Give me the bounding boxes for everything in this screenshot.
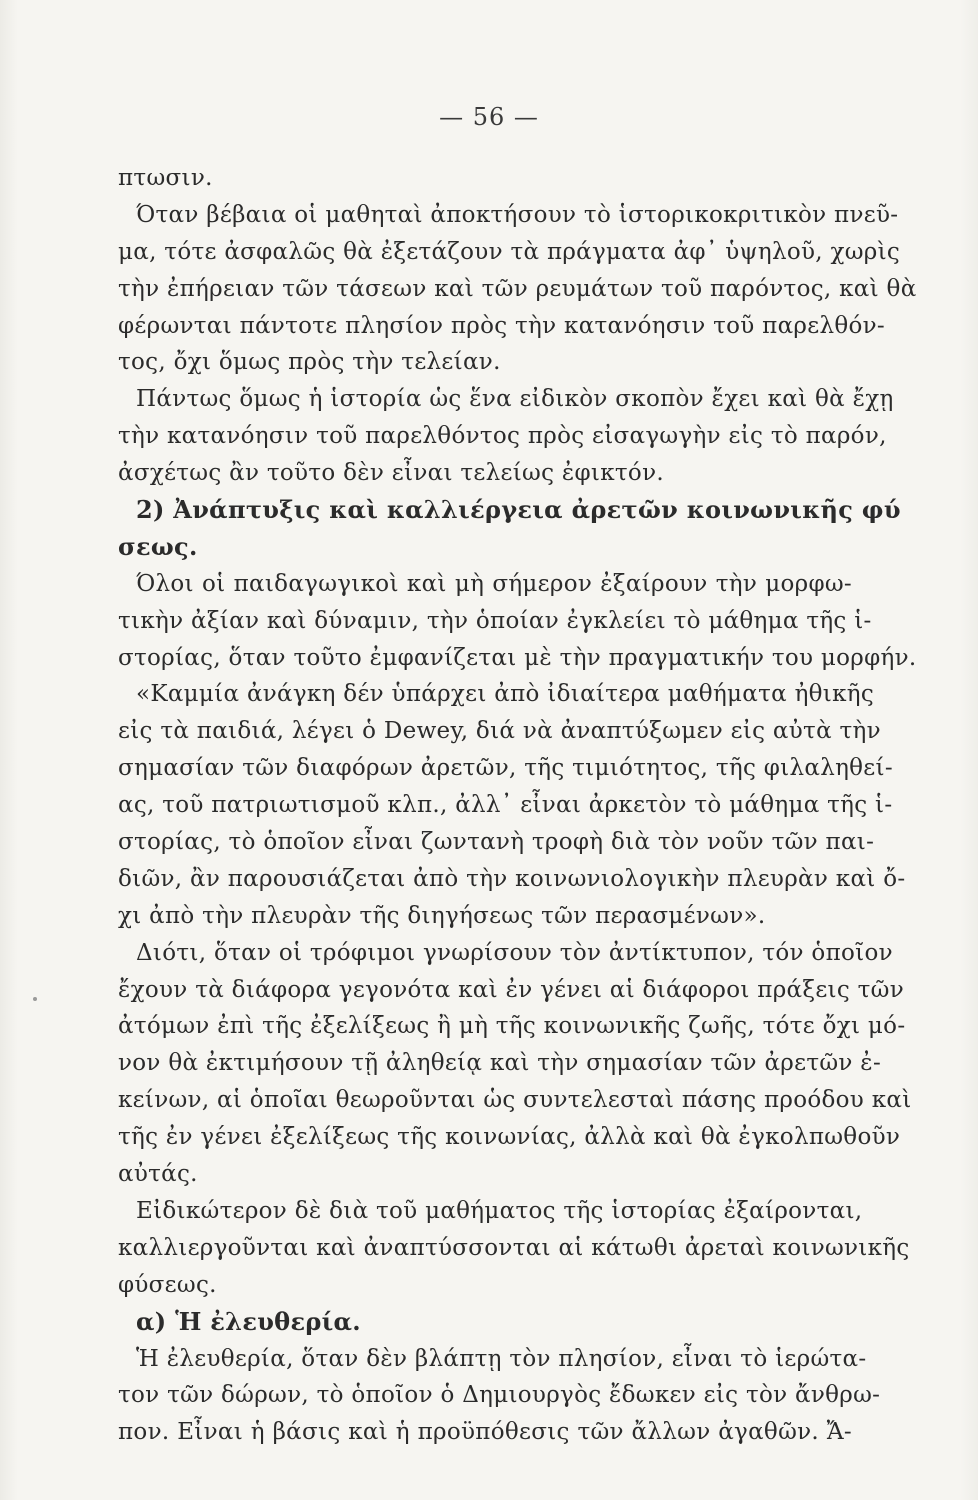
text-line: τικὴν ἀξίαν καὶ δύναμιν, τὴν ὁποίαν ἐγκλείει τὸ μάθημα τῆς ἱ- [118, 607, 872, 634]
text-line: Ἡ ἐλευθερία, ὅταν δὲν βλάπτῃ τὸν πλησίον, εἶναι τὸ ἱερώτα- [136, 1345, 867, 1372]
text-line: πον. Εἶναι ἡ βάσις καὶ ἡ προϋπόθεσις τῶν ἄλλων ἀγαθῶν. Ἄ- [118, 1419, 852, 1446]
text-line: μα, τότε ἀσφαλῶς θὰ ἐξετάζουν τὰ πράγματα ἀφ᾽ ὑψηλοῦ, χωρὶς [118, 238, 901, 265]
text-line: φέρωνται πάντοτε πλησίον πρὸς τὴν κατανόησιν τοῦ παρελθόν- [118, 312, 885, 339]
page-number: — 56 — [439, 103, 539, 131]
subsection-heading: α) Ἡ ἐλευθερία. [136, 1306, 361, 1336]
text-line: φύσεως. [118, 1271, 217, 1298]
text-line: πτωσιν. [118, 165, 213, 191]
text-line: τον τῶν δώρων, τὸ ὁποῖον ὁ Δημιουργὸς ἔδωκεν εἰς τὸν ἄνθρω- [118, 1382, 881, 1409]
text-line: αὐτάς. [118, 1161, 198, 1188]
text-line: στορίας, ὅταν τοῦτο ἐμφανίζεται μὲ τὴν πραγματικήν του μορφήν. [118, 644, 917, 671]
text-line: στορίας, τὸ ὁποῖον εἶναι ζωντανὴ τροφὴ διὰ τὸν νοῦν τῶν παι- [118, 829, 875, 856]
text-line: τος, ὄχι ὅμως πρὸς τὴν τελείαν. [118, 349, 501, 376]
text-line: Πάντως ὅμως ἡ ἱστορία ὡς ἕνα εἰδικὸν σκοπὸν ἔχει καὶ θὰ ἔχῃ [136, 386, 894, 413]
text-line: ἀσχέτως ἂν τοῦτο δὲν εἶναι τελείως ἐφικτόν. [118, 460, 664, 487]
paper-speck [33, 997, 37, 1001]
text-line: ας, τοῦ πατριωτισμοῦ κλπ., ἀλλ᾽ εἶναι ἀρκετὸν τὸ μάθημα τῆς ἱ- [118, 792, 893, 819]
text-line: τὴν ἐπήρειαν τῶν τάσεων καὶ τῶν ρευμάτων τοῦ παρόντος, καὶ θὰ [118, 275, 917, 302]
text-line: Διότι, ὅταν οἱ τρόφιμοι γνωρίσουν τὸν ἀντίκτυπον, τόν ὁποῖον [136, 939, 893, 966]
text-line: ἀτόμων ἐπὶ τῆς ἐξελίξεως ἢ μὴ τῆς κοινωνικῆς ζωῆς, τότε ὄχι μό- [118, 1013, 906, 1040]
text-line: τῆς ἐν γένει ἐξελίξεως τῆς κοινωνίας, ἀλλὰ καὶ θὰ ἐγκολπωθοῦν [118, 1124, 901, 1151]
section-heading-continued: σεως. [118, 531, 198, 561]
text-line: Εἰδικώτερον δὲ διὰ τοῦ μαθήματος τῆς ἱστορίας ἐξαίρονται, [136, 1197, 863, 1224]
text-line: Όταν βέβαια οἱ μαθηταὶ ἀποκτήσουν τὸ ἱστορικοκριτικὸν πνεῦ- [136, 201, 899, 228]
section-heading: 2) Ἀνάπτυξις καὶ καλλιέργεια ἀρετῶν κοινωνικῆς φύ [136, 495, 901, 525]
text-line: σημασίαν τῶν διαφόρων ἀρετῶν, τῆς τιμιότητος, τῆς φιλαληθεί- [118, 755, 893, 782]
text-line: Όλοι οἱ παιδαγωγικοὶ καὶ μὴ σήμερον ἐξαίρουν τὴν μορφω- [136, 570, 852, 597]
text-line: ἔχουν τὰ διάφορα γεγονότα καὶ ἐν γένει αἱ διάφοροι πράξεις τῶν [118, 976, 905, 1003]
text-line: χι ἀπὸ τὴν πλευρὰν τῆς διηγήσεως τῶν περασμένων». [118, 902, 766, 929]
text-line: καλλιεργοῦνται καὶ ἀναπτύσσονται αἱ κάτωθι ἀρεταὶ κοινωνικῆς [118, 1234, 910, 1261]
page-body-text [118, 160, 917, 1451]
text-line: «Καμμία ἀνάγκη δέν ὑπάρχει ἀπὸ ἰδιαίτερα μαθήματα ἠθικῆς [136, 681, 875, 708]
text-line: νον θὰ ἐκτιμήσουν τῇ ἀληθείᾳ καὶ τὴν σημασίαν τῶν ἀρετῶν ἐ- [118, 1050, 882, 1077]
text-line: τὴν κατανόησιν τοῦ παρελθόντος πρὸς εἰσαγωγὴν εἰς τὸ παρόν, [118, 423, 887, 450]
text-line: κείνων, αἱ ὁποῖαι θεωροῦνται ὡς συντελεσταὶ πάσης προόδου καὶ [118, 1087, 912, 1114]
text-line: διῶν, ἂν παρουσιάζεται ἀπὸ τὴν κοινωνιολογικὴν πλευρὰν καὶ ὄ- [118, 865, 906, 892]
text-line: εἰς τὰ παιδιά, λέγει ὁ Dewey, διά νὰ ἀναπτύξωμεν εἰς αὐτὰ τὴν [118, 718, 881, 745]
